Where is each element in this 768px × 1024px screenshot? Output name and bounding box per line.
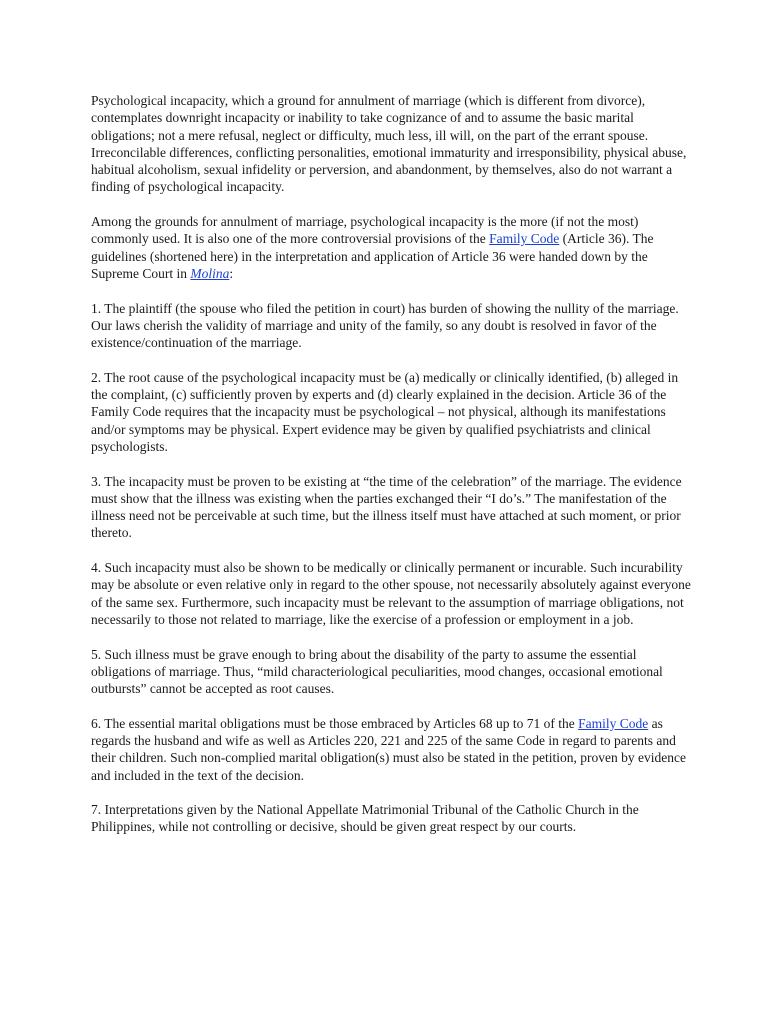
paragraph-intro: Psychological incapacity, which a ground for annulment of marriage (which is different from divorce), contemplates downright incapacity or inability to take cognizance of and to assume the basic marital obligations; not a mere refusal, neglect or difficulty, much less, ill will, on the part of the errant spouse. Irreconcilable differences, conflicting personalities, emotional immaturity and irresponsibility, physical abuse, habitual alcoholism, sexual infidelity or perversion, and abandonment, by themselves, also do not warrant a finding of psychological incapacity. [91,93,687,195]
guideline-item-1: 1. The plaintiff (the spouse who filed the petition in court) has burden of showing the nullity of the marriage. Our laws cherish the validity of marriage and unity of the family, so any doubt is resolved in favor of the existence/continuation of the marriage. [91,300,679,351]
guideline-item-6 [91,715,691,784]
guideline-item-7: 7. Interpretations given by the National Appellate Matrimonial Tribunal of the Catholic Church in the Philippines, while not controlling or decisive, should be given great respect by our courts. [91,802,639,835]
family-code-link[interactable]: Family Code [489,231,560,247]
grounds-text-middle: (Article 36). The guidelines (shortened here) in the interpretation and application of Article 36 were handed down by the Supreme Court in [91,231,654,281]
item6-text-before-link: 6. The essential marital obligations must be those embraced by Articles 68 up to 71 of the [91,715,579,731]
family-code-link-2[interactable]: Family Code [578,715,649,731]
document-body [91,92,691,853]
guideline-item-5: 5. Such illness must be grave enough to bring about the disability of the party to assume the essential obligations of marriage. Thus, “mild characteriological peculiarities, mood changes, occasional emotional outbursts” cannot be accepted as root causes. [91,646,663,697]
guideline-item-3: 3. The incapacity must be proven to be existing at “the time of the celebration” of the marriage. The evidence must show that the illness was existing when the parties exchanged their “I do’s.” The manifestation of the illness need not be perceivable at such time, but the illness itself must have attached at such moment, or prior thereto. [91,473,682,541]
guideline-item-2: 2. The root cause of the psychological incapacity must be (a) medically or clinically identified, (b) alleged in the complaint, (c) sufficiently proven by experts and (d) clearly explained in the decision. Article 36 of the Family Code requires that the incapacity must be psychological – not physical, although its manifestations and/or symptoms may be physical. Expert evidence may be given by qualified psychiatrists and clinical psychologists. [91,369,679,454]
paragraph-grounds [91,213,691,282]
guideline-item-4: 4. Such incapacity must also be shown to be medically or clinically permanent or incurable. Such incurability may be absolute or even relative only in regard to the other spouse, not necessarily absolutely against everyone of the same sex. Furthermore, such incapacity must be relevant to the assumption of marriage obligations, not necessarily to those not related to marriage, like the exercise of a profession or employment in a job. [91,560,691,627]
molina-link[interactable]: Molina [190,265,230,281]
grounds-text-before-link: Among the grounds for annulment of marriage, psychological incapacity is the more (if not the most) commonly used. It is also one of the more controversial provisions of the [91,214,639,247]
grounds-text-after: : [229,265,234,281]
item6-text-after: as regards the husband and wife as well as Articles 220, 221 and 225 of the same Code in regard to parents and their children. Such non-complied marital obligation(s) must also be stated in the petition, proven by evidence and included in the text of the decision. [91,715,686,783]
